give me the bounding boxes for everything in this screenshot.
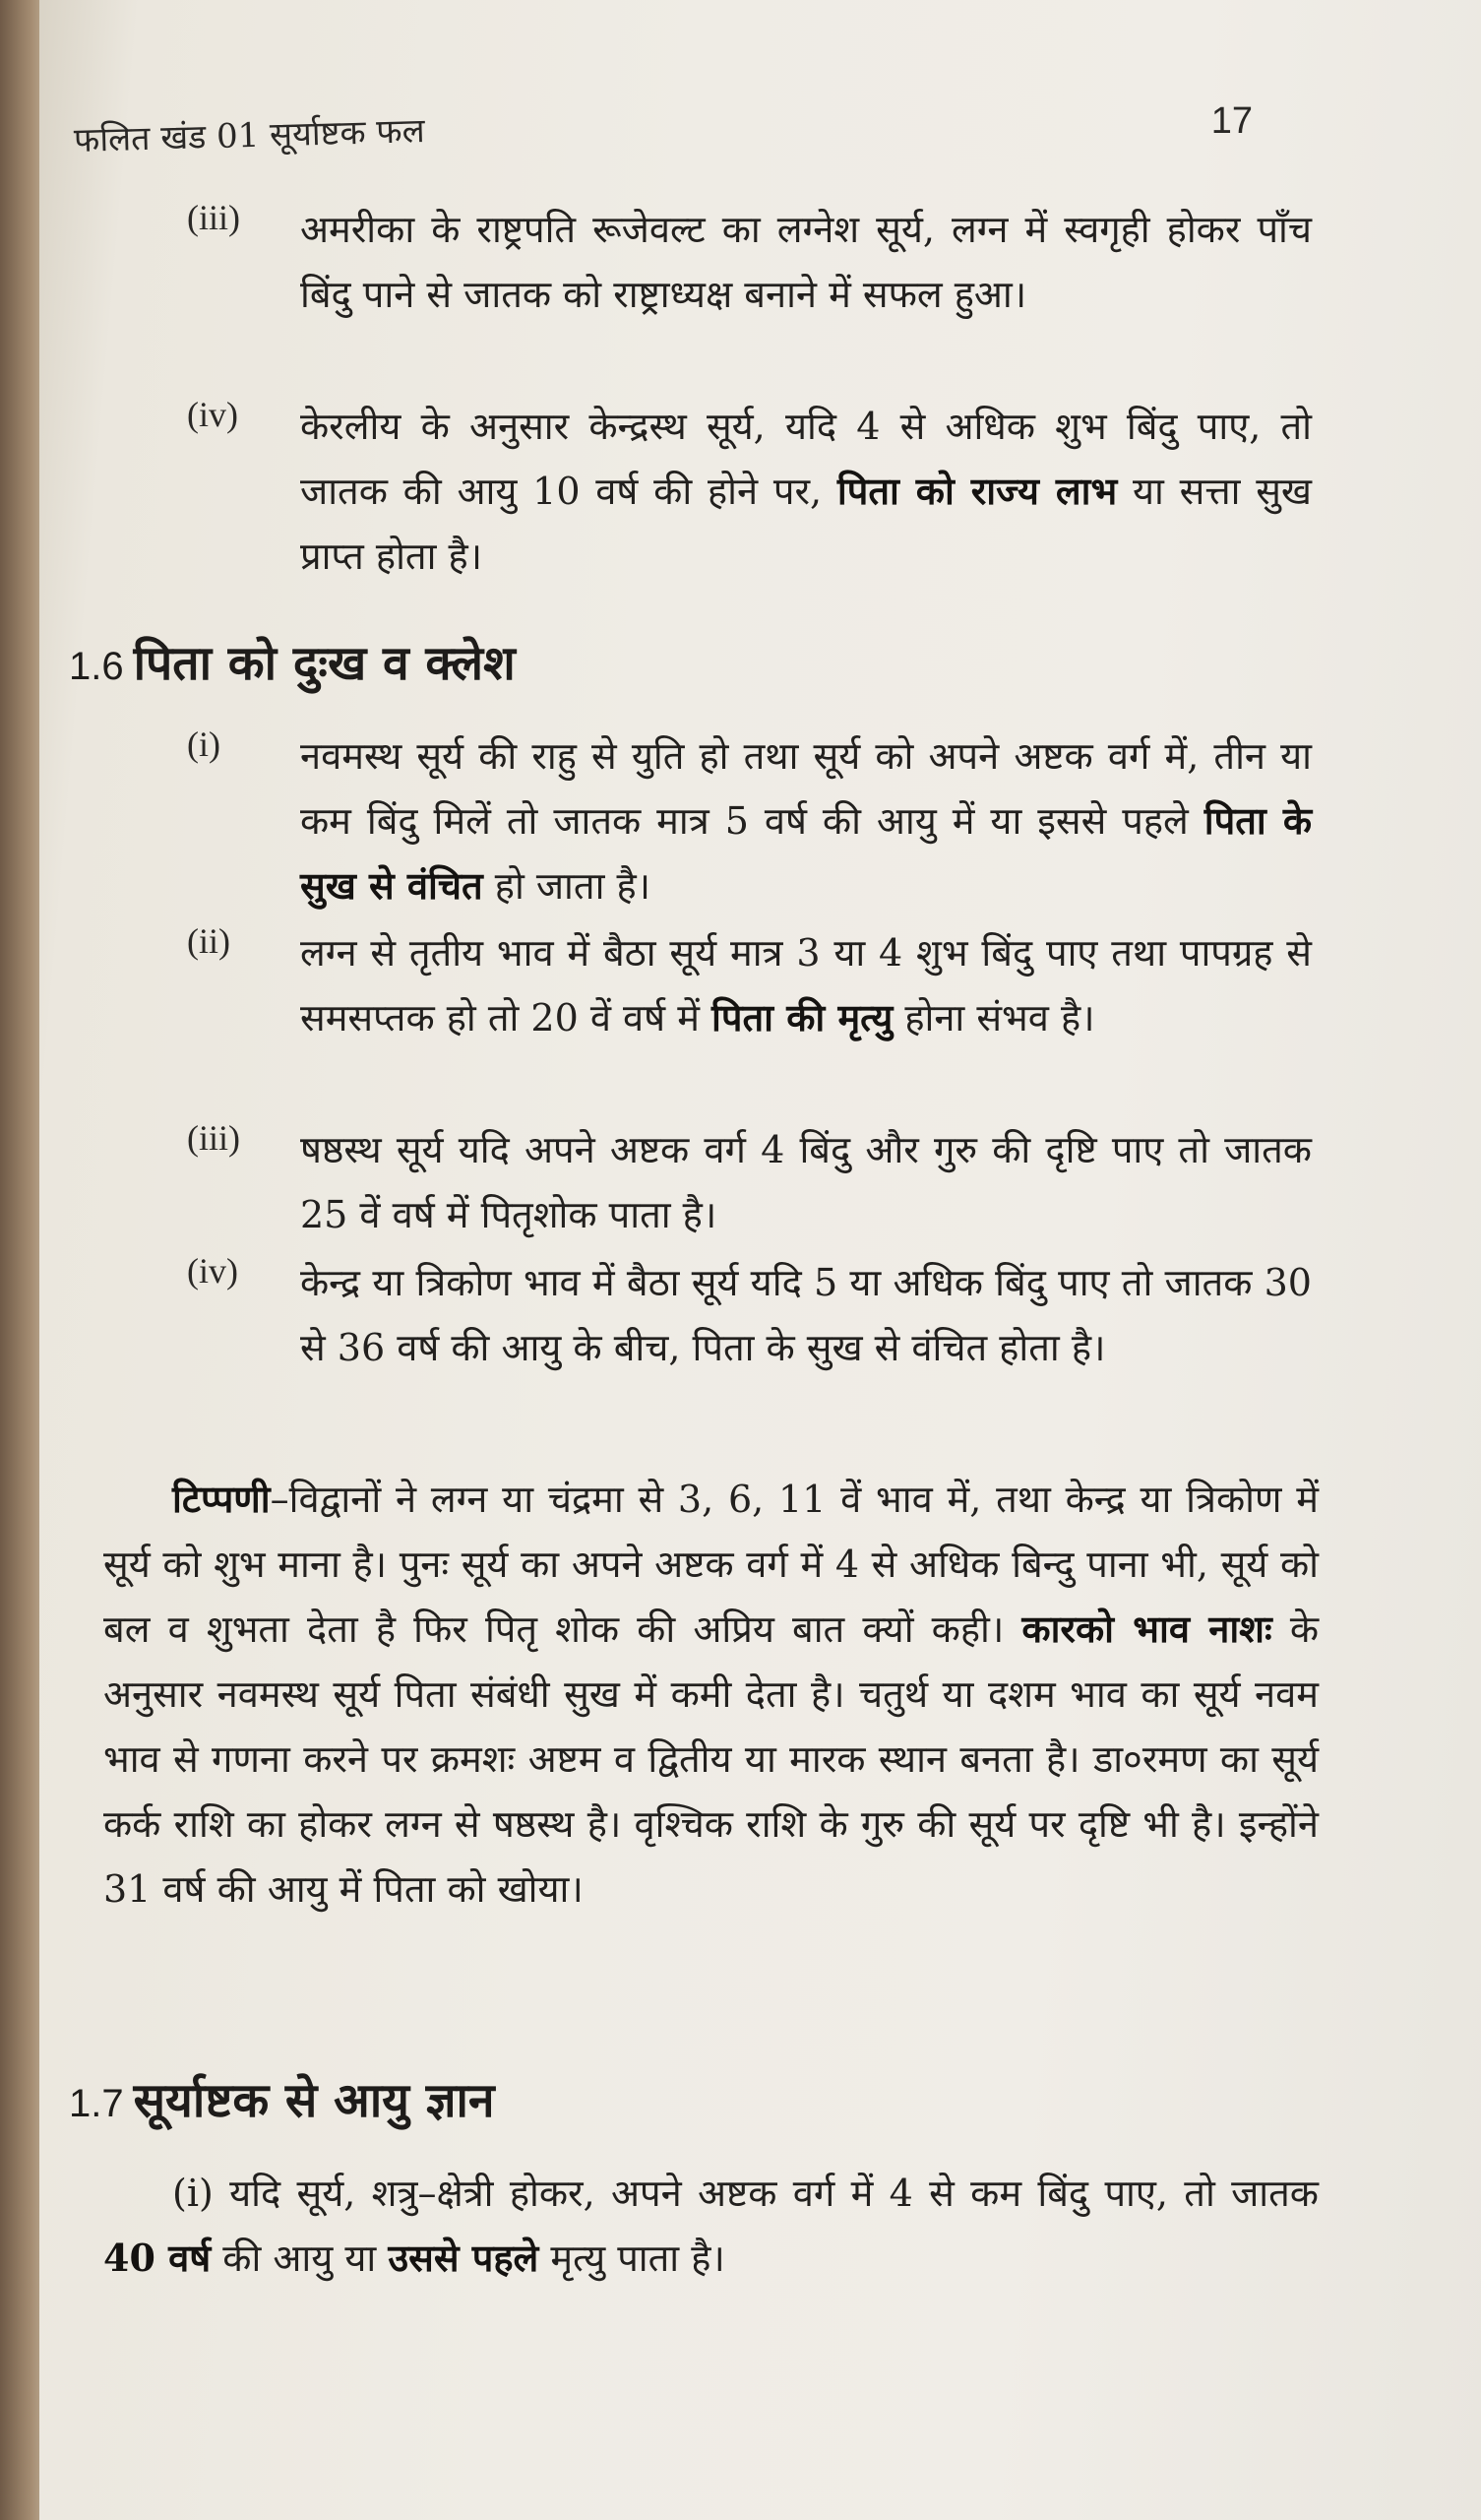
- item-label: (iv): [187, 395, 238, 434]
- list-item: [148, 920, 1312, 1050]
- item-text: केन्द्र या त्रिकोण भाव में बैठा सूर्य यदि 5 या अधिक बिंदु पाए तो जातक 30 से 36 वर्ष की आयु के बीच, पिता के सुख से वंचित होता है।: [300, 1261, 1312, 1369]
- list-item: [148, 1250, 1312, 1380]
- list-item: [148, 394, 1312, 589]
- section-number: 1.6: [69, 645, 124, 688]
- note-label: टिप्पणी: [172, 1477, 271, 1521]
- section-heading-1-6: [69, 630, 516, 694]
- list-item: [148, 1117, 1312, 1247]
- running-header: फलित खंड 01 सूर्याष्टक फल: [73, 111, 426, 160]
- list-item: [148, 197, 1312, 327]
- bold-phrase: पिता के सुख से वंचित: [300, 798, 1313, 908]
- item-text: नवमस्थ सूर्य की राहु से युति हो तथा सूर्य को अपने अष्टक वर्ग में, तीन या कम बिंदु मिलें तो जातक मात्र 5 वर्ष की आयु में या इससे पहले पिता के सुख से वंचित हो जाता है।: [300, 734, 1313, 908]
- item-text: केरलीय के अनुसार केन्द्रस्थ सूर्य, यदि 4 से अधिक शुभ बिंदु पाए, तो जातक की आयु 10 वर्ष की होने पर, पिता को राज्य लाभ या सत्ता सुख प्राप्त होता है।: [300, 405, 1312, 578]
- section-1-7-paragraph: (i) यदि सूर्य, शत्रु–क्षेत्री होकर, अपने अष्टक वर्ग में 4 से कम बिंदु पाए, तो जातक 40 वर्ष की आयु या उससे पहले मृत्यु पाता है।: [103, 2172, 1319, 2280]
- page-number: 17: [1210, 100, 1253, 142]
- section-title: पिता को दुःख व क्लेश: [133, 636, 516, 691]
- section-number: 1.7: [69, 2082, 124, 2125]
- item-label: (iii): [187, 198, 240, 237]
- book-page: [39, 0, 1481, 2520]
- bold-phrase: 40 वर्ष: [103, 2236, 212, 2280]
- bold-phrase: कारको भाव नाशः: [1021, 1606, 1272, 1651]
- item-label: (i): [187, 724, 220, 764]
- section-heading-1-7: [69, 2067, 495, 2131]
- bold-phrase: उससे पहले: [388, 2236, 539, 2280]
- item-text: षष्ठस्थ सूर्य यदि अपने अष्टक वर्ग 4 बिंदु और गुरु की दृष्टि पाए तो जातक 25 वें वर्ष में पितृशोक पाता है।: [300, 1128, 1312, 1236]
- bold-phrase: पिता को राज्य लाभ: [836, 469, 1118, 513]
- item-text: लग्न से तृतीय भाव में बैठा सूर्य मात्र 3 या 4 शुभ बिंदु पाए तथा पापग्रह से समसप्तक हो तो 20 वें वर्ष में पिता की मृत्यु होना संभव है।: [300, 931, 1312, 1040]
- item-label: (iii): [187, 1118, 240, 1158]
- section-title: सूर्याष्टक से आयु ज्ञान: [133, 2073, 495, 2128]
- list-item: [148, 724, 1313, 918]
- item-label: (ii): [187, 921, 230, 961]
- note-paragraph: टिप्पणी–विद्वानों ने लग्न या चंद्रमा से 3, 6, 11 वें भाव में, तथा केन्द्र या त्रिकोण में सूर्य को शुभ माना है। पुनः सूर्य का अपने अष्टक वर्ग में 4 से अधिक बिन्दु पाना भी, सूर्य को बल व शुभता देता है फिर पितृ शोक की अप्रिय बात क्यों कही। कारको भाव नाशः के अनुसार नवमस्थ सूर्य पिता संबंधी सुख में कमी देता है। चतुर्थ या दशम भाव का सूर्य नवम भाव से गणना करने पर क्रमशः अष्टम व द्वितीय या मारक स्थान बनता है। डा०रमण का सूर्य कर्क राशि का होकर लग्न से षष्ठस्थ है। वृश्चिक राशि के गुरु की सूर्य पर दृष्टि भी है। इन्होंने 31 वर्ष की आयु में पिता को खोया।: [103, 1477, 1320, 1911]
- item-text: अमरीका के राष्ट्रपति रूजेवल्ट का लग्नेश सूर्य, लग्न में स्वगृही होकर पाँच बिंदु पाने से जातक को राष्ट्राध्यक्ष बनाने में सफल हुआ।: [300, 208, 1312, 316]
- bold-phrase: पिता की मृत्यु: [711, 995, 894, 1040]
- item-label: (iv): [187, 1251, 238, 1291]
